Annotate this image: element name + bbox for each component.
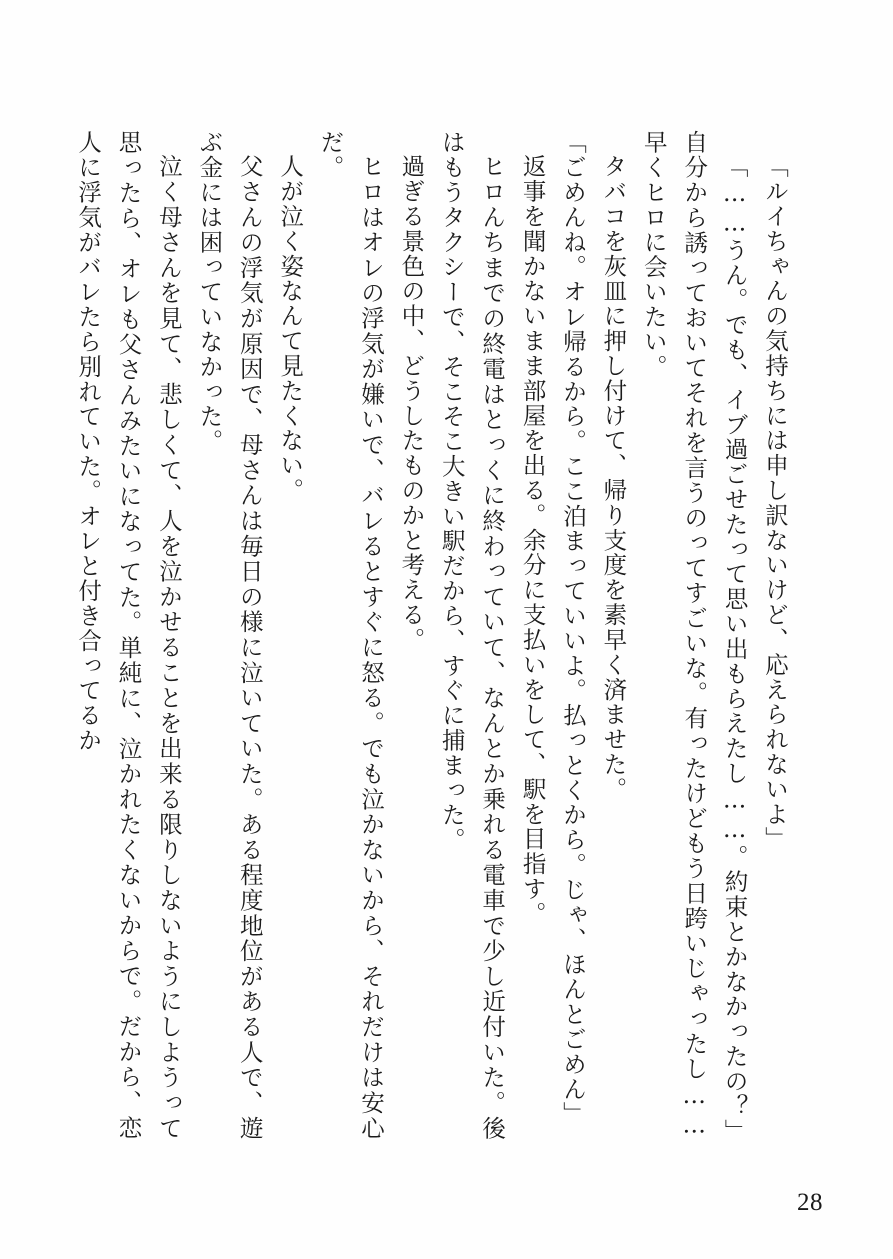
paragraph: 泣く母さんを見て、悲しくて、人を泣かせることを出来る限りしないようにしようって思ったら、オレも父さんみたいになってた。単純に、泣かれたくないからで。だから、恋人に浮気がバレたら別れていた。オレと付き合ってるか <box>74 130 183 1140</box>
paragraph: 自分から誘っておいてそれを言うのってすごいな。有ったけどもう日跨いじゃったし……早くヒロに会いたい。 <box>639 130 709 1140</box>
paragraph: 「ごめんね。オレ帰るから。ここ泊まっていいよ。払っとくから。じゃ、ほんとごめん」 <box>558 130 587 1127</box>
paragraph: 返事を聞かないまま部屋を出る。余分に支払いをして、駅を目指す。 <box>518 153 547 926</box>
paragraph: 人が泣く姿なんて見たくない。 <box>276 153 305 503</box>
page-number: 28 <box>797 1189 823 1216</box>
paragraph: 「……うん。でも、イブ過ごせたって思い出もらえたし……。約束とかなかったの？」 <box>720 153 749 1143</box>
paragraph: ヒロんちまでの終電はとっくに終わっていて、なんとか乗れる電車で少し近付いた。後はもうタクシーで、そこそこ大きい駅だから、すぐに捕まった。 <box>437 130 507 1140</box>
paragraph: 「ルイちゃんの気持ちには申し訳ないけど、応えられないよ」 <box>761 153 789 851</box>
paragraph: 過ぎる景色の中、どうしたものかと考える。 <box>397 153 426 652</box>
paragraph: ヒロはオレの浮気が嫌いで、バレるとすぐに怒る。でも泣かないから、それだけは安心だ。 <box>316 130 385 1140</box>
paragraph: タバコを灰皿に押し付けて、帰り支度を素早く済ませた。 <box>599 153 628 802</box>
vertical-text-body <box>74 130 795 1143</box>
paragraph: 父さんの浮気が原因で、母さんは毎日の様に泣いていた。ある程度地位がある人で、遊ぶ金には困っていなかった。 <box>195 130 264 1140</box>
